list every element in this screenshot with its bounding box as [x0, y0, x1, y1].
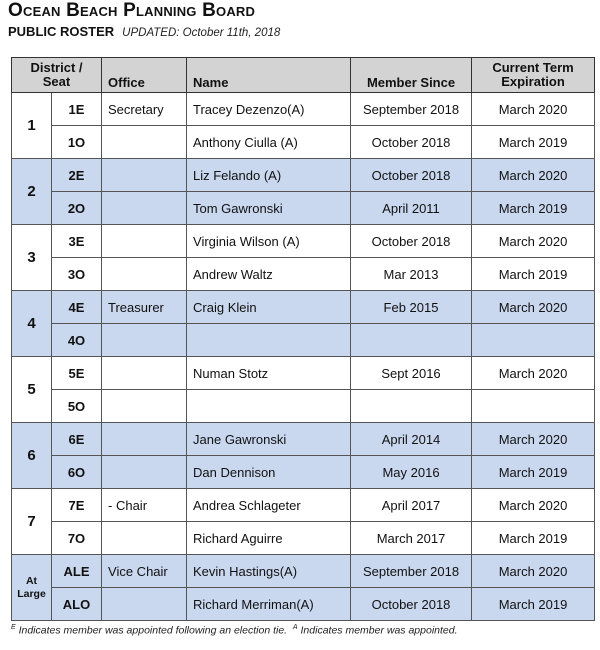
term-expiration-cell: March 2019	[472, 522, 595, 555]
office-cell	[102, 357, 187, 390]
seat-cell: 7E	[52, 489, 102, 522]
district-cell: 1	[12, 93, 52, 159]
office-cell	[102, 258, 187, 291]
table-header-row	[12, 58, 595, 93]
member-since-cell: October 2018	[351, 225, 472, 258]
seat-cell: 6O	[52, 456, 102, 489]
term-expiration-cell	[472, 390, 595, 423]
office-cell: Treasurer	[102, 291, 187, 324]
seat-cell: 1E	[52, 93, 102, 126]
office-cell	[102, 456, 187, 489]
district-cell: 5	[12, 357, 52, 423]
member-since-cell: Mar 2013	[351, 258, 472, 291]
name-cell: Anthony Ciulla (A)	[187, 126, 351, 159]
district-cell: 2	[12, 159, 52, 225]
table-row	[12, 225, 595, 258]
seat-cell: ALE	[52, 555, 102, 588]
table-row	[12, 456, 595, 489]
subtitle	[8, 23, 280, 41]
table-row	[12, 390, 595, 423]
document-title: Ocean Beach Planning Board	[8, 0, 256, 21]
term-expiration-cell: March 2020	[472, 291, 595, 324]
table-row	[12, 423, 595, 456]
name-cell: Kevin Hastings(A)	[187, 555, 351, 588]
term-expiration-cell: March 2020	[472, 357, 595, 390]
district-cell: At Large	[12, 555, 52, 621]
updated-date: UPDATED: October 11th, 2018	[122, 27, 281, 39]
seat-cell: 2O	[52, 192, 102, 225]
table-row	[12, 126, 595, 159]
office-cell: Vice Chair	[102, 555, 187, 588]
seat-cell: 4E	[52, 291, 102, 324]
header-member-since: Member Since	[351, 58, 472, 93]
term-expiration-cell: March 2020	[472, 225, 595, 258]
term-expiration-cell: March 2019	[472, 258, 595, 291]
office-cell	[102, 159, 187, 192]
office-cell	[102, 588, 187, 621]
table-row	[12, 93, 595, 126]
office-cell: Secretary	[102, 93, 187, 126]
name-cell: Jane Gawronski	[187, 423, 351, 456]
member-since-cell: October 2018	[351, 126, 472, 159]
member-since-cell: September 2018	[351, 555, 472, 588]
name-cell: Tracey Dezenzo(A)	[187, 93, 351, 126]
office-cell	[102, 423, 187, 456]
table-row	[12, 588, 595, 621]
member-since-cell: Feb 2015	[351, 291, 472, 324]
district-cell: 4	[12, 291, 52, 357]
name-cell: Richard Merriman(A)	[187, 588, 351, 621]
header-name: Name	[187, 58, 351, 93]
table-row	[12, 357, 595, 390]
office-cell	[102, 324, 187, 357]
table-row	[12, 324, 595, 357]
member-since-cell: April 2011	[351, 192, 472, 225]
name-cell: Tom Gawronski	[187, 192, 351, 225]
term-expiration-cell: March 2019	[472, 588, 595, 621]
seat-cell: 5E	[52, 357, 102, 390]
name-cell	[187, 390, 351, 423]
member-since-cell: October 2018	[351, 588, 472, 621]
seat-cell: 3E	[52, 225, 102, 258]
seat-cell: 7O	[52, 522, 102, 555]
seat-cell: 1O	[52, 126, 102, 159]
term-expiration-cell: March 2020	[472, 423, 595, 456]
office-cell	[102, 126, 187, 159]
name-cell: Numan Stotz	[187, 357, 351, 390]
office-cell	[102, 192, 187, 225]
district-cell: 7	[12, 489, 52, 555]
office-cell	[102, 390, 187, 423]
header-office: Office	[102, 58, 187, 93]
name-cell: Virginia Wilson (A)	[187, 225, 351, 258]
district-cell: 6	[12, 423, 52, 489]
member-since-cell: April 2014	[351, 423, 472, 456]
member-since-cell: October 2018	[351, 159, 472, 192]
name-cell: Richard Aguirre	[187, 522, 351, 555]
footnote: $^E$ Indicates member was appointed following an election tie. $^A$ Indicates member was appointed.	[11, 624, 458, 637]
name-cell: Andrew Waltz	[187, 258, 351, 291]
term-expiration-cell	[472, 324, 595, 357]
seat-cell: 3O	[52, 258, 102, 291]
header-district-seat: District / Seat	[12, 58, 102, 93]
roster-table	[11, 57, 595, 621]
member-since-cell: March 2017	[351, 522, 472, 555]
seat-cell: ALO	[52, 588, 102, 621]
table-row	[12, 192, 595, 225]
header-term-expiration: Current Term Expiration	[472, 58, 595, 93]
office-cell	[102, 522, 187, 555]
term-expiration-cell: March 2020	[472, 489, 595, 522]
seat-cell: 6E	[52, 423, 102, 456]
table-row	[12, 291, 595, 324]
member-since-cell: Sept 2016	[351, 357, 472, 390]
term-expiration-cell: March 2019	[472, 192, 595, 225]
term-expiration-cell: March 2020	[472, 555, 595, 588]
name-cell: Dan Dennison	[187, 456, 351, 489]
term-expiration-cell: March 2019	[472, 126, 595, 159]
member-since-cell	[351, 324, 472, 357]
name-cell: Craig Klein	[187, 291, 351, 324]
roster-body	[12, 93, 595, 621]
table-row	[12, 258, 595, 291]
member-since-cell	[351, 390, 472, 423]
seat-cell: 5O	[52, 390, 102, 423]
table-row	[12, 159, 595, 192]
table-row	[12, 489, 595, 522]
seat-cell: 2E	[52, 159, 102, 192]
roster-label: PUBLIC ROSTER	[8, 24, 115, 39]
table-row	[12, 555, 595, 588]
term-expiration-cell: March 2020	[472, 93, 595, 126]
table-row	[12, 522, 595, 555]
seat-cell: 4O	[52, 324, 102, 357]
member-since-cell: April 2017	[351, 489, 472, 522]
district-cell: 3	[12, 225, 52, 291]
name-cell: Andrea Schlageter	[187, 489, 351, 522]
name-cell	[187, 324, 351, 357]
member-since-cell: September 2018	[351, 93, 472, 126]
name-cell: Liz Felando (A)	[187, 159, 351, 192]
office-cell	[102, 225, 187, 258]
office-cell: - Chair	[102, 489, 187, 522]
term-expiration-cell: March 2020	[472, 159, 595, 192]
member-since-cell: May 2016	[351, 456, 472, 489]
term-expiration-cell: March 2019	[472, 456, 595, 489]
